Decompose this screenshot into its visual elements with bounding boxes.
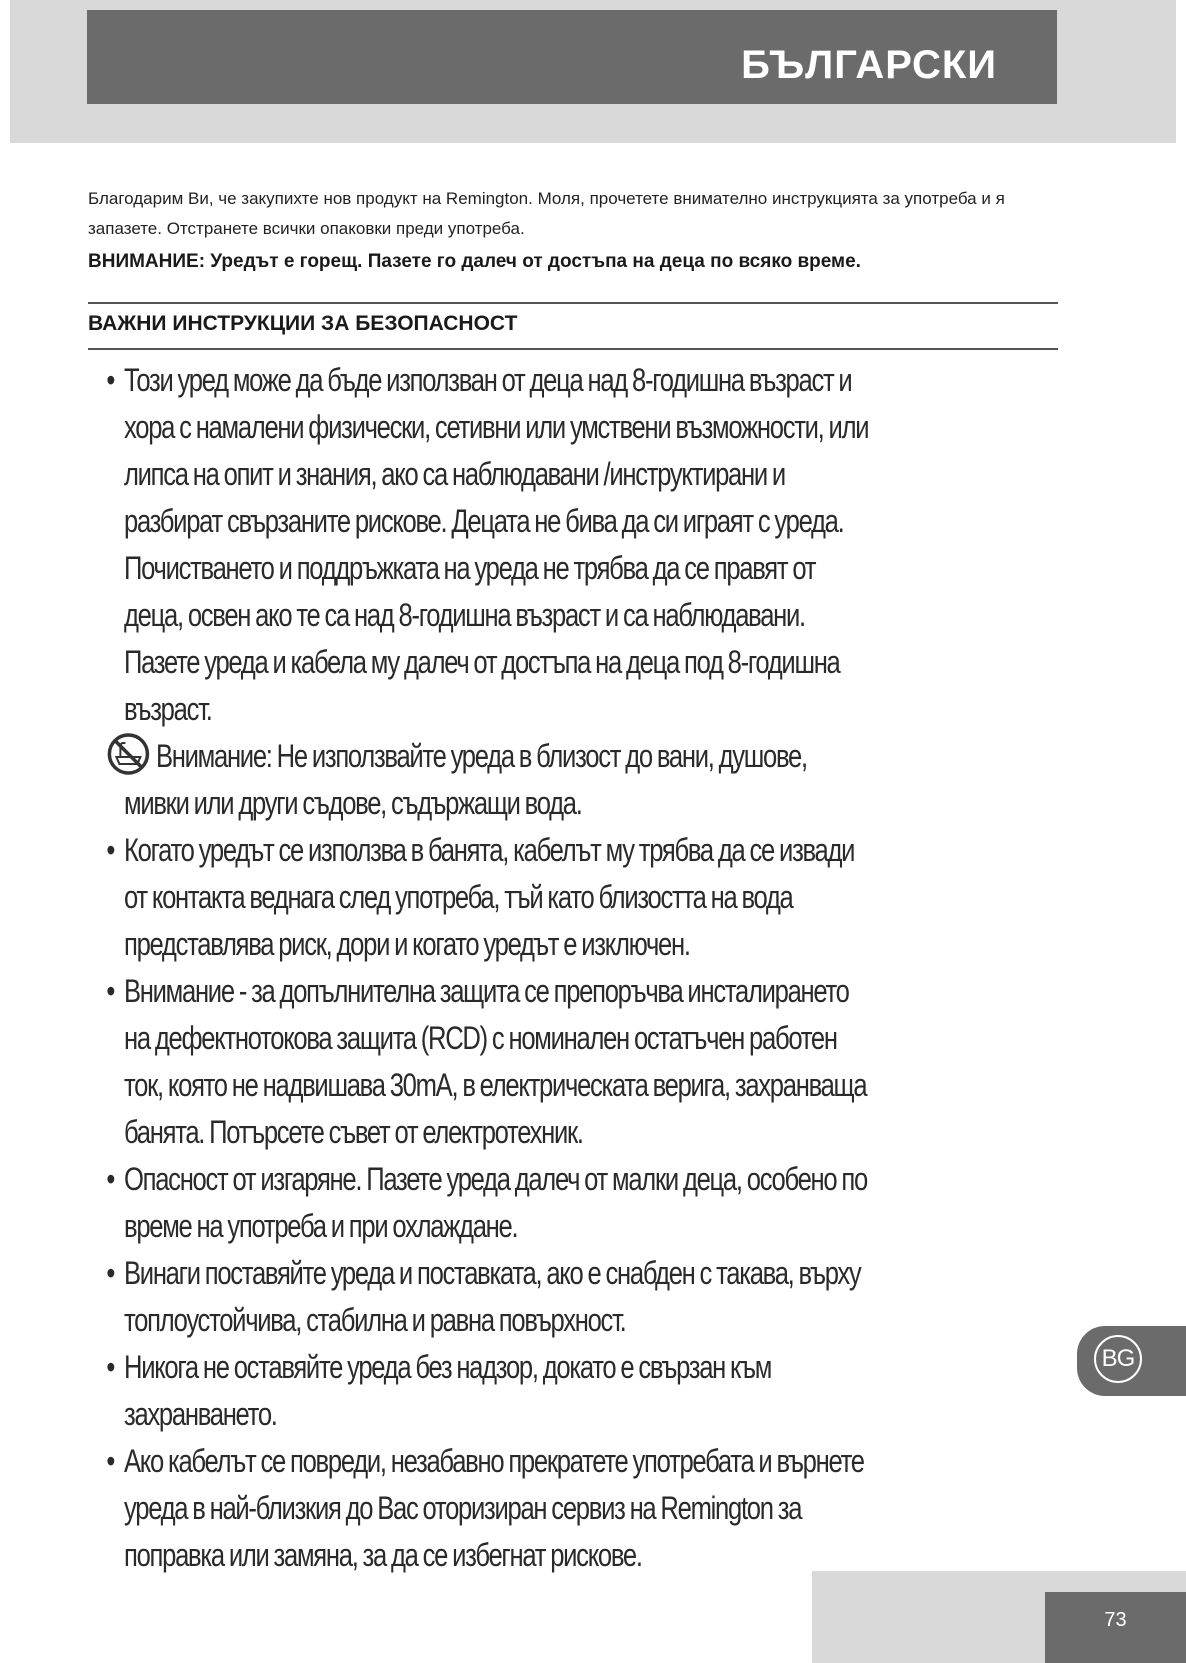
bullet-glyph: • (106, 1255, 115, 1291)
bullet-glyph: • (106, 832, 115, 868)
list-item (88, 1438, 876, 1579)
language-tab (1077, 1326, 1186, 1396)
list-item (88, 1344, 876, 1438)
bullet-glyph: • (106, 1161, 115, 1197)
section-heading: ВАЖНИ ИНСТРУКЦИИ ЗА БЕЗОПАСНОСТ (88, 312, 518, 335)
list-item (88, 968, 876, 1156)
list-item (88, 827, 876, 968)
no-bath-icon (106, 741, 156, 771)
list-item (88, 1250, 876, 1344)
section-rule-bottom (88, 348, 1058, 350)
page-title: БЪЛГАРСКИ (741, 43, 997, 87)
list-item (88, 357, 876, 733)
header-bar (87, 10, 1057, 104)
bullet-glyph: • (106, 973, 115, 1009)
bullet-glyph: • (106, 1349, 115, 1385)
list-item-text: Когато уредът се използва в банята, кабелът му трябва да се извади от контакта веднага след употреба, тъй като близостта на вода представлява риск, дори и когато уредът е изключен. (124, 832, 855, 962)
list-item-text: Винаги поставяйте уреда и поставката, ако е снабден с такава, върху топлоустойчива, стабилна и равна повърхност. (124, 1255, 861, 1338)
page-number-box (1045, 1592, 1186, 1663)
list-item-text: Опасност от изгаряне. Пазете уреда далеч от малки деца, особено по време на употреба и при охлаждане. (124, 1161, 867, 1244)
list-item-text: Внимание: Не използвайте уреда в близост до вани, душове, мивки или други съдове, съдържащи вода. (124, 738, 807, 821)
list-item-text: Този уред може да бъде използван от деца над 8-годишна възраст и хора с намалени физически, сетивни или умствени възможности, или липса на опит и знания, ако са наблюдавани /инструктирани и разбират свързаните рискове. Децата не бива да си играят с уреда. Почистването и поддръжката на уреда не трябва да се правят от деца, освен ако те са над 8-годишна възраст и са наблюдавани. Пазете уреда и кабела му далеч от достъпа на деца под 8-годишна възраст. (124, 362, 869, 727)
page-number: 73 (1104, 1609, 1127, 1631)
bullet-glyph: • (106, 362, 115, 398)
bullet-glyph: • (106, 1443, 115, 1479)
list-item-text: Ако кабелът се повреди, незабавно прекратете употребата и върнете уреда в най-близкия до Вас оторизиран сервиз на Remington за поправка или замяна, за да се избегнат рискове. (124, 1443, 864, 1573)
language-code: BG (1094, 1335, 1142, 1383)
safety-list (88, 357, 876, 1579)
intro-text: Благодарим Ви, че закупихте нов продукт на Remington. Моля, прочетете внимателно инструкцията за употреба и я запазете. Отстранете всички опаковки преди употреба. (88, 189, 1005, 238)
section-rule-top (88, 302, 1058, 304)
list-item-text: Внимание - за допълнителна защита се препоръчва инсталирането на дефектнотокова защита (RCD) с номинален остатъчен работен ток, която не надвишава 30mA, в електрическата верига, захранваща банята. Потърсете съвет от електротехник. (124, 973, 867, 1150)
hot-warning: ВНИМАНИЕ: Уредът е горещ. Пазете го далеч от достъпа на деца по всяко време. (88, 251, 861, 272)
list-item-text: Никога не оставяйте уреда без надзор, докато е свързан към захранването. (124, 1349, 772, 1432)
list-item-warning (88, 733, 876, 827)
list-item (88, 1156, 876, 1250)
